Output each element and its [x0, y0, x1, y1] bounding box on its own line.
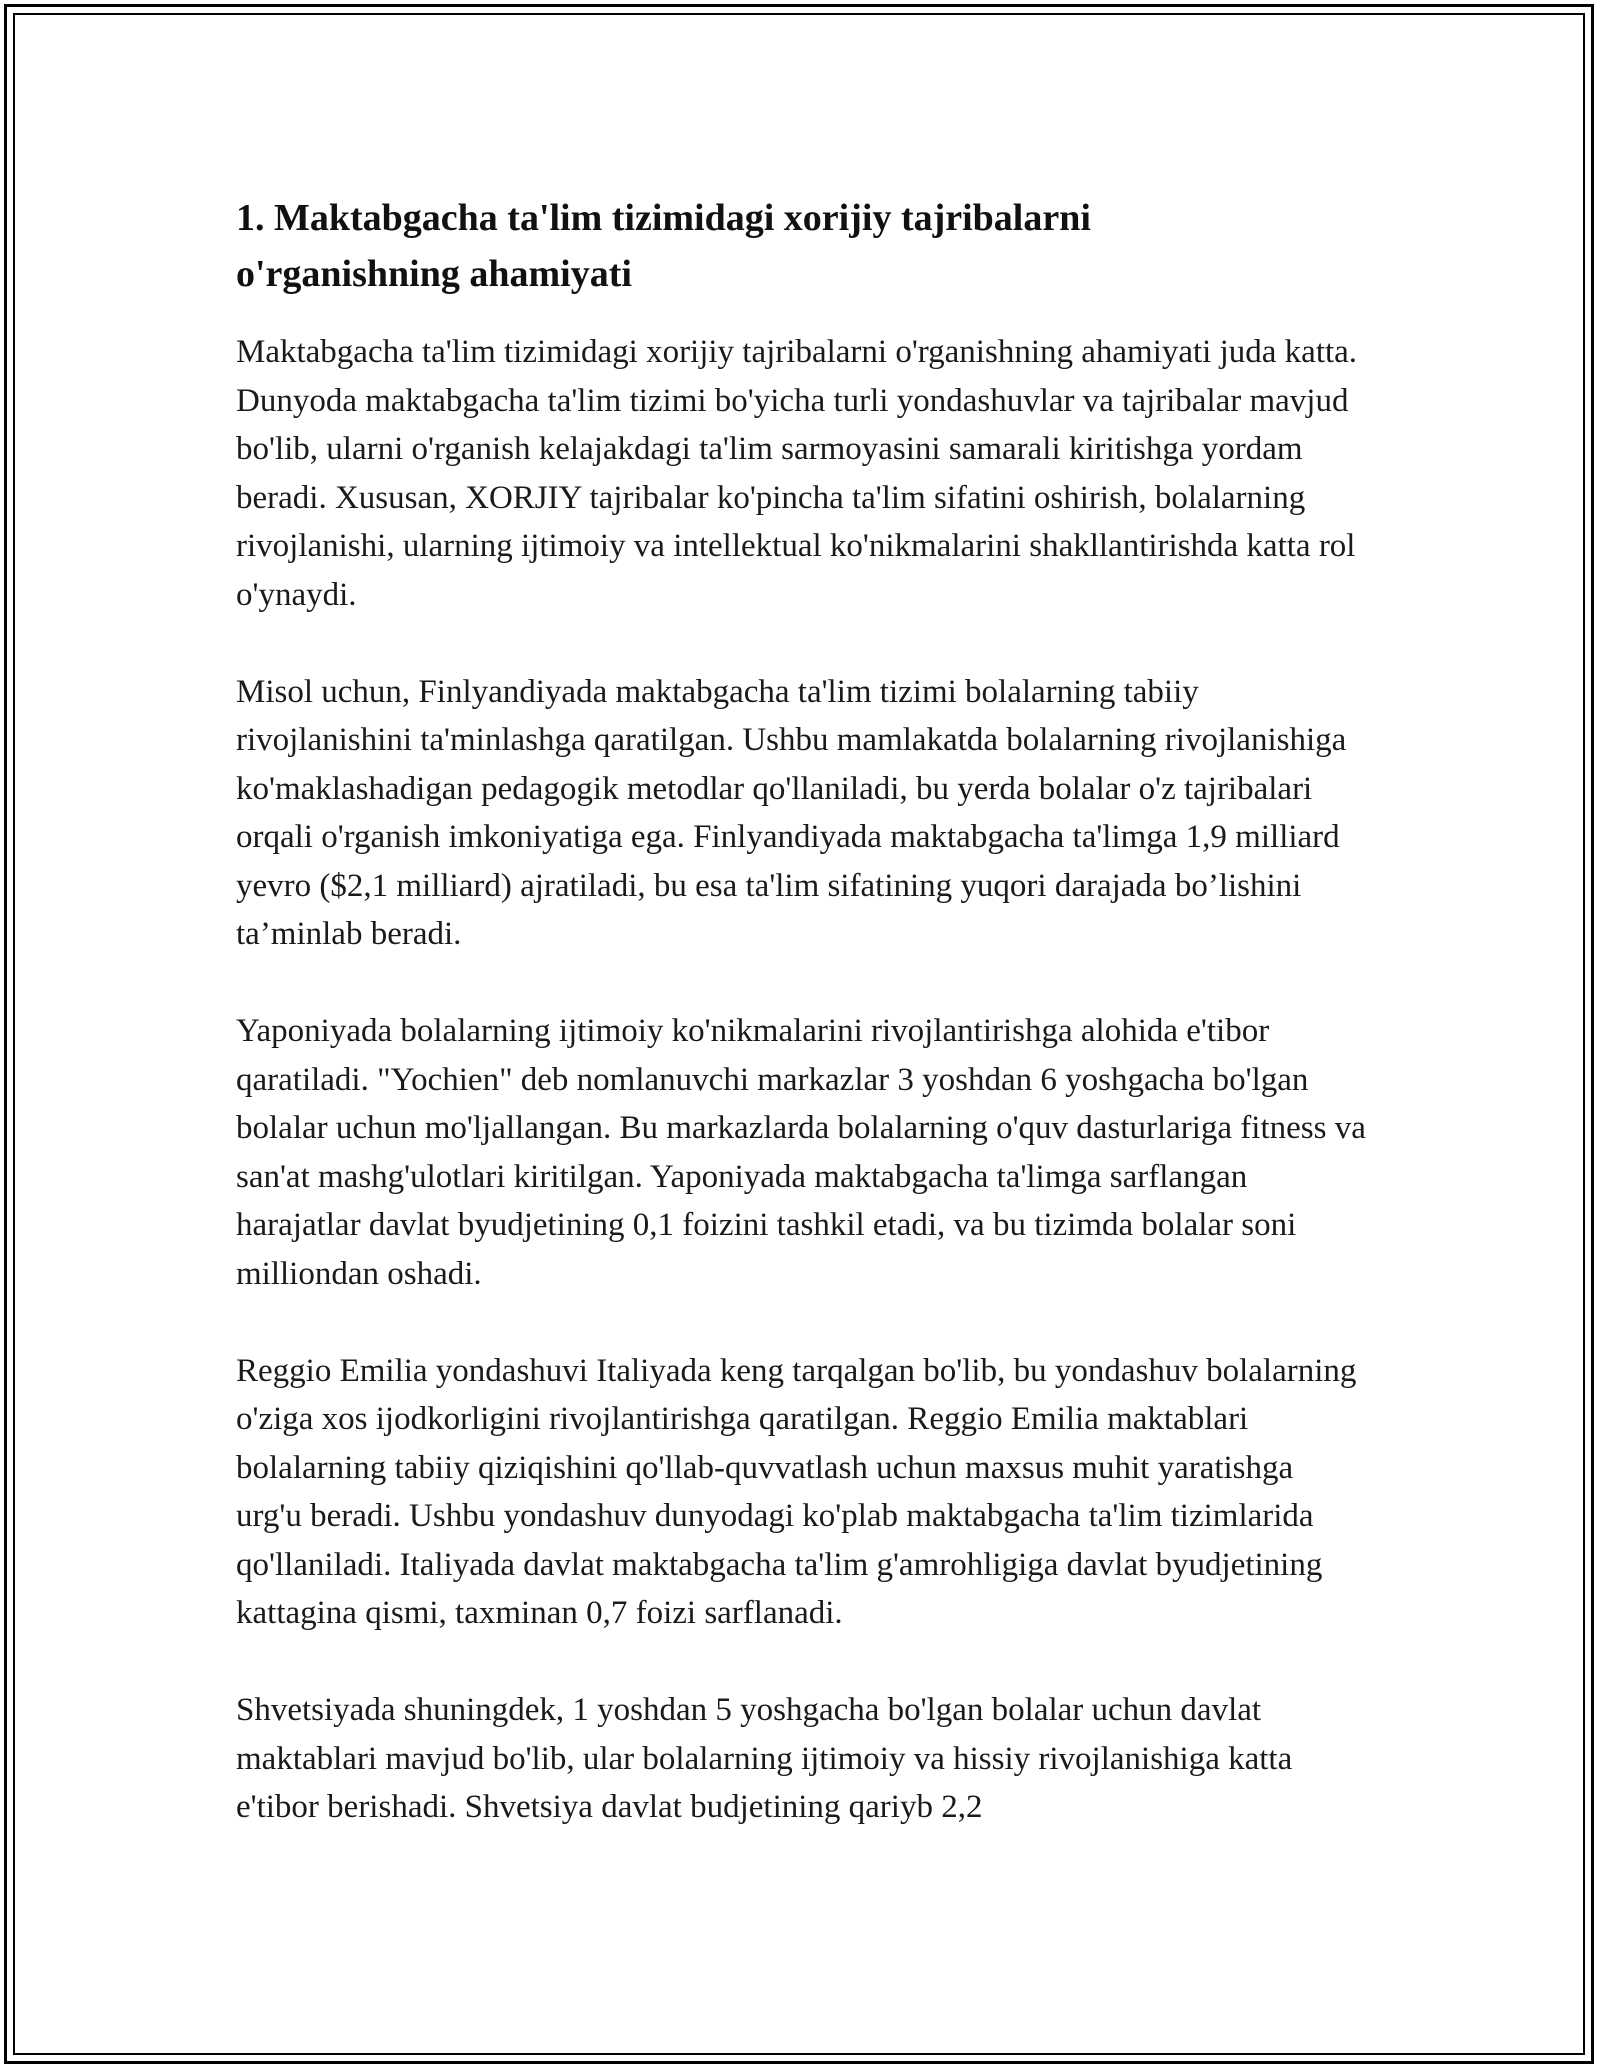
section-heading: 1. Maktabgacha ta'lim tizimidagi xorijiy tajribalarni o'rganishning ahamiyati [236, 197, 1091, 295]
paragraph-sweden: Shvetsiyada shuningdek, 1 yoshdan 5 yoshgacha bo'lgan bolalar uchun davlat maktablari mavjud bo'lib, ular bolalarning ijtimoiy va hissiy rivojlanishiga katta e'tibor berishadi. Shvetsiya davlat budjetining qariyb 2,2 [236, 1692, 1293, 1825]
paragraph-japan: Yaponiyada bolalarning ijtimoiy ko'nikmalarini rivojlantirishga alohida e'tibor qaratiladi. "Yochien" deb nomlanuvchi markazlar 3 yoshdan 6 yoshgacha bo'lgan bolalar uchun mo'ljallangan. Bu markazlarda bolalarning o'quv dasturlariga fitness va san'at mashg'ulotlari kiritilgan. Yaponiyada maktabgacha ta'limga sarflangan harajatlar davlat byudjetining 0,1 foizini tashkil etadi, va bu tizimda bolalar soni milliondan oshadi. [236, 1013, 1366, 1292]
paragraph-intro: Maktabgacha ta'lim tizimidagi xorijiy tajribalarni o'rganishning ahamiyati juda katta. Dunyoda maktabgacha ta'lim tizimi bo'yicha turli yondashuvlar va tajribalar mavjud bo'lib, ularni o'rganish kelajakdagi ta'lim sarmoyasini samarali kiritishga yordam beradi. Xususan, XORJIY tajribalar ko'pincha ta'lim sifatini oshirish, bolalarning rivojlanishi, ularning ijtimoiy va intellektual ko'nikmalarini shakllantirishda katta rol o'ynaydi. [236, 334, 1358, 613]
document-body [236, 180, 1366, 1880]
paragraph-italy: Reggio Emilia yondashuvi Italiyada keng tarqalgan bo'lib, bu yondashuv bolalarning o'ziga xos ijodkorligini rivojlantirishga qaratilgan. Reggio Emilia maktablari bolalarning tabiiy qiziqishini qo'llab-quvvatlash uchun maxsus muhit yaratishga urg'u beradi. Ushbu yondashuv dunyodagi ko'plab maktabgacha ta'lim tizimlarida qo'llaniladi. Italiyada davlat maktabgacha ta'lim g'amrohligiga davlat byudjetining kattagina qismi, taxminan 0,7 foizi sarflanadi. [236, 1352, 1357, 1631]
paragraph-finland: Misol uchun, Finlyandiyada maktabgacha ta'lim tizimi bolalarning tabiiy rivojlanishini ta'minlashga qaratilgan. Ushbu mamlakatda bolalarning rivojlanishiga ko'maklashadigan pedagogik metodlar qo'llaniladi, bu yerda bolalar o'z tajribalari orqali o'rganish imkoniyatiga ega. Finlyandiyada maktabgacha ta'limga 1,9 milliard yevro ($2,1 milliard) ajratiladi, bu esa ta'lim sifatining yuqori darajada bo’lishini ta’minlab beradi. [236, 673, 1347, 952]
